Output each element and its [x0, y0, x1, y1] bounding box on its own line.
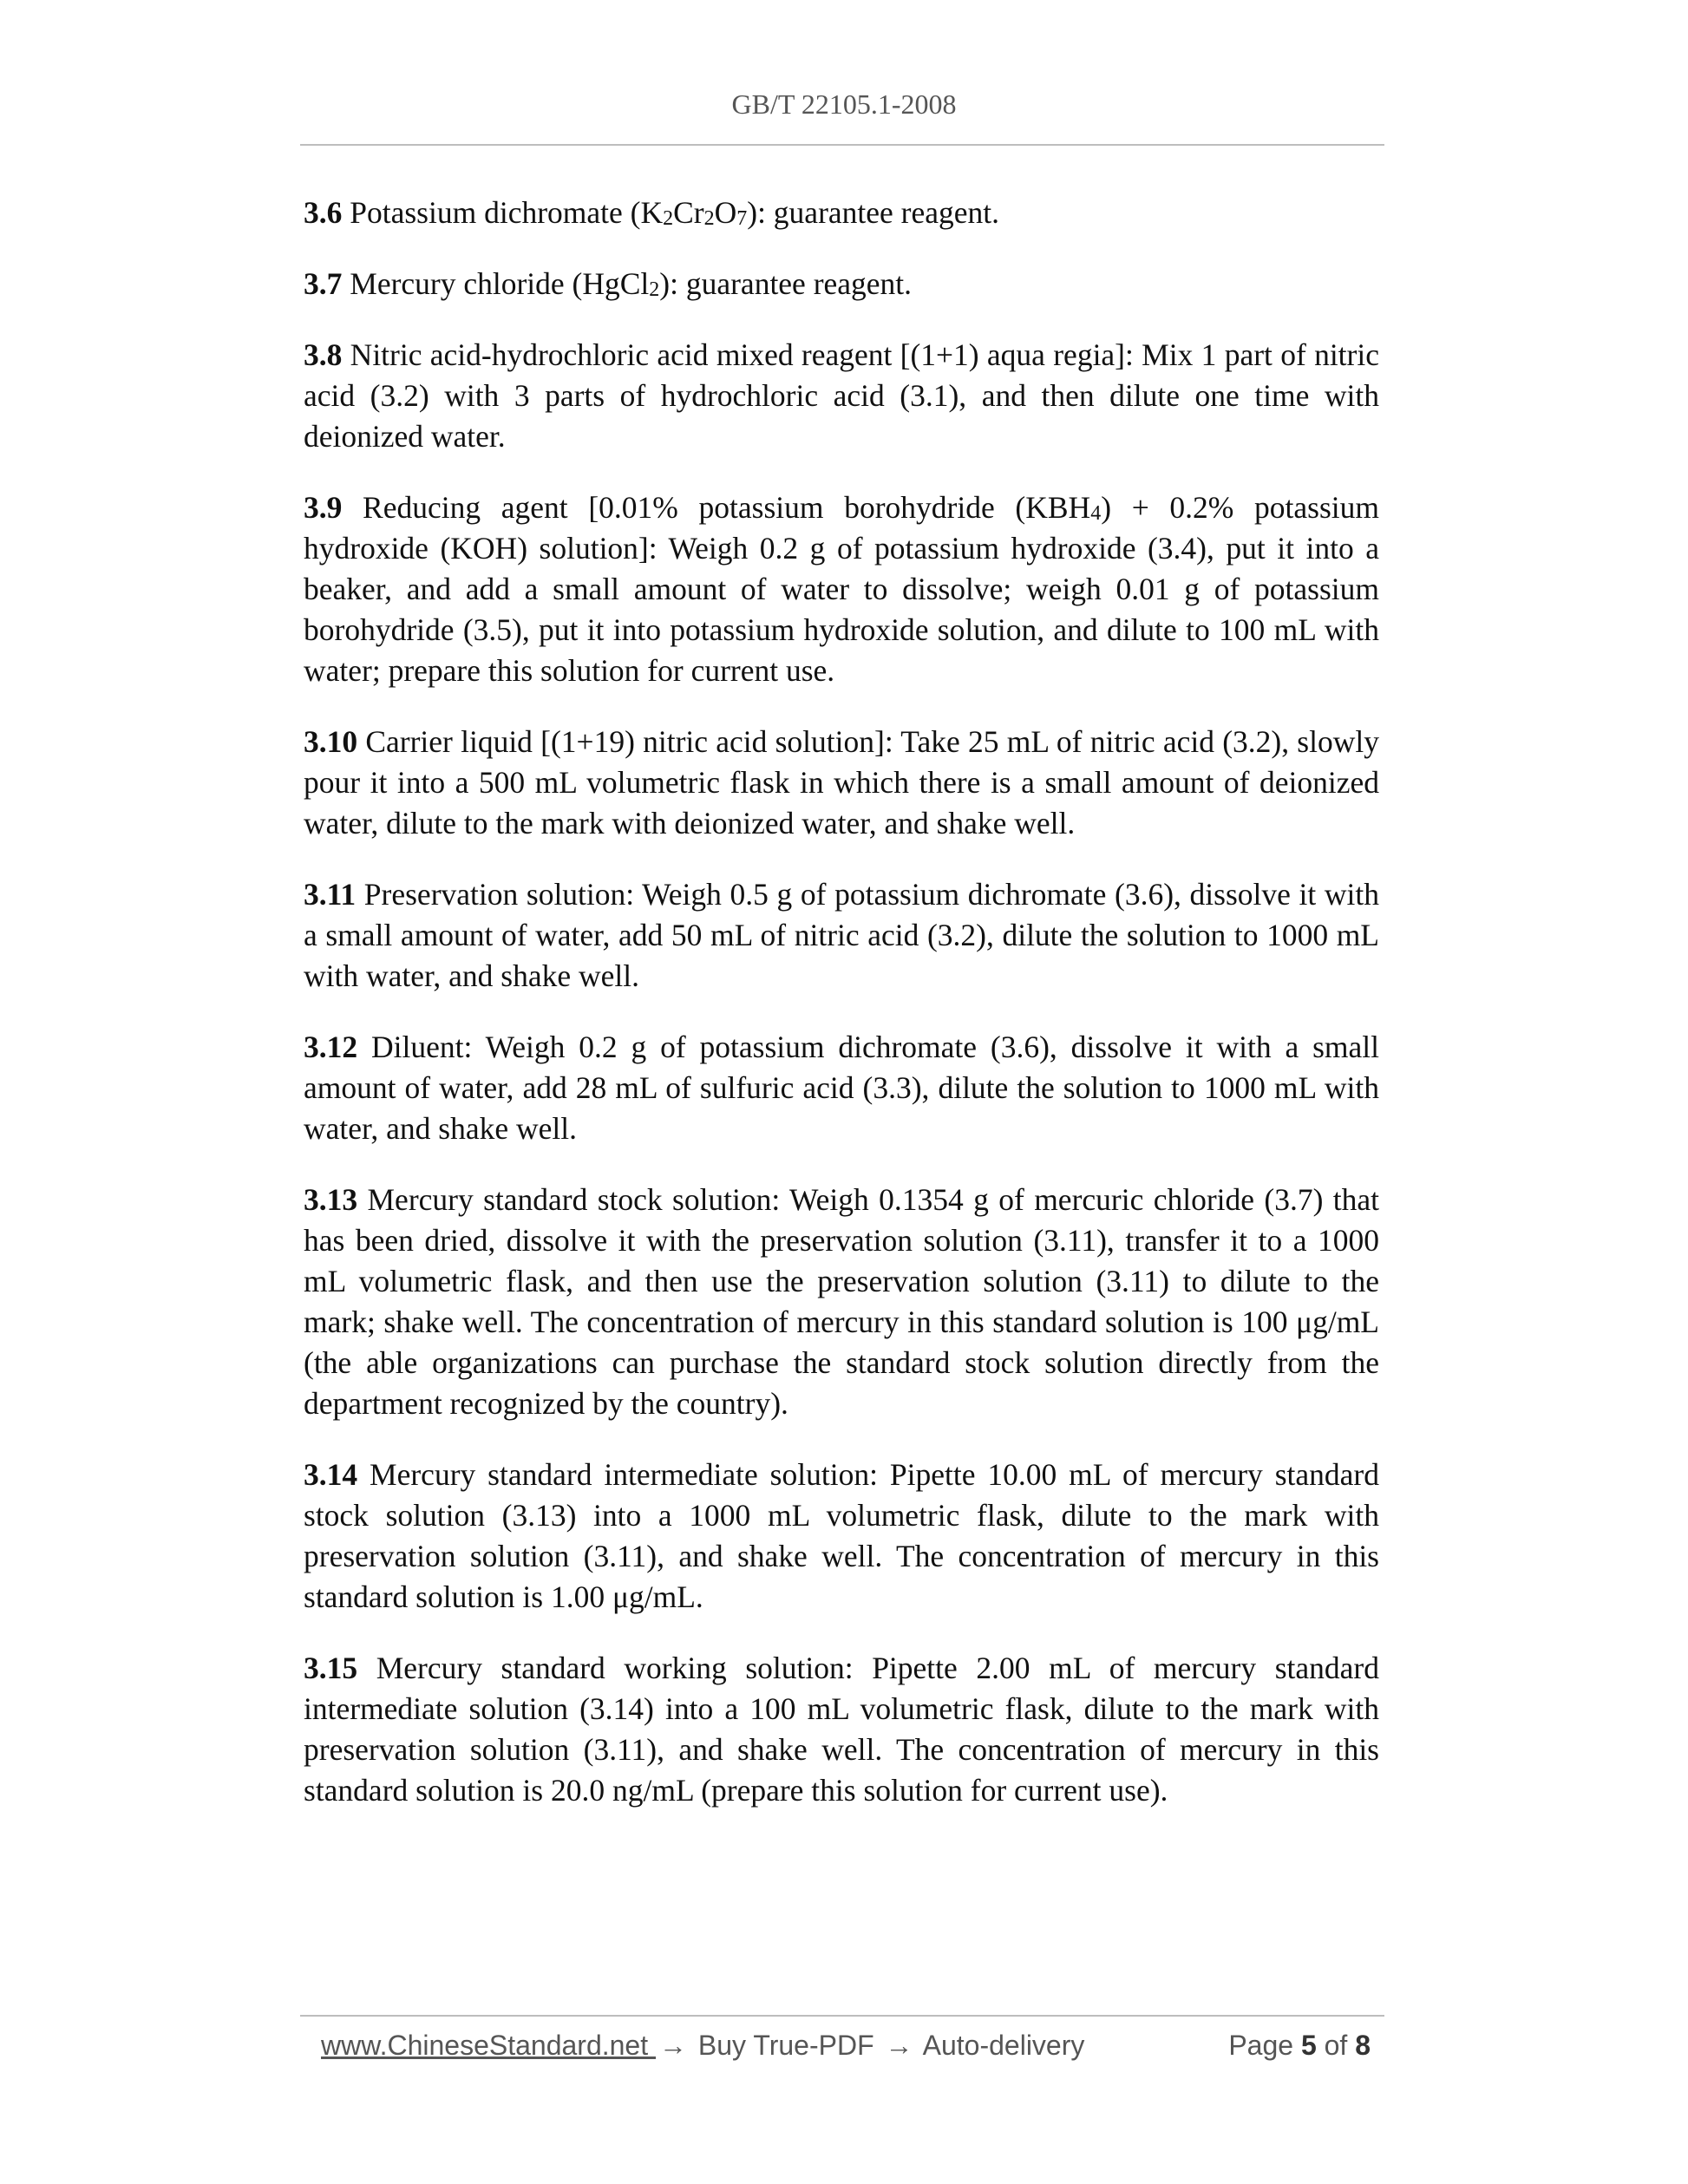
- clause-3-11: [304, 874, 1379, 997]
- buy-pdf-text: Buy True-PDF: [690, 2030, 882, 2061]
- clause-number: 3.11: [304, 877, 357, 912]
- clause-text: ): guarantee reagent.: [659, 266, 913, 301]
- page-footer: [321, 2030, 1371, 2068]
- clause-number: 3.14: [304, 1457, 358, 1492]
- page-total: 8: [1355, 2030, 1371, 2061]
- clause-3-6: [304, 193, 1379, 233]
- clause-3-8: [304, 335, 1379, 457]
- clause-number: 3.10: [304, 724, 358, 759]
- subscript: 4: [1090, 502, 1102, 525]
- clause-text: ): guarantee reagent.: [747, 195, 999, 230]
- page-number: [1228, 2030, 1371, 2062]
- clause-3-12: [304, 1027, 1379, 1149]
- document-header-title: GB/T 22105.1-2008: [731, 88, 957, 120]
- clause-3-9: [304, 487, 1379, 691]
- clause-number: 3.15: [304, 1651, 358, 1685]
- clause-3-7: [304, 264, 1379, 304]
- clause-text: Mercury standard stock solution: Weigh 0.1354 g of mercuric chloride (3.7) that has been dried, dissolve it with the preservation solution (3.11), transfer it to a 1000 mL volumetric flask, and then use the preservation solution (3.11) to dilute to the mark; shake well. The concentration of mercury in this standard solution is 100 μg/mL (the able organizations can purchase the standard stock solution directly from the department recognized by the country).: [304, 1182, 1379, 1421]
- clause-text: Mercury standard intermediate solution: Pipette 10.00 mL of mercury standard stock solution (3.13) into a 1000 mL volumetric flask, dilute to the mark with preservation solution (3.11), and shake well. The concentration of mercury in this standard solution is 1.00 μg/mL.: [304, 1457, 1379, 1614]
- clause-number: 3.13: [304, 1182, 358, 1217]
- clause-number: 3.8: [304, 337, 343, 372]
- subscript: 2: [649, 278, 660, 301]
- clause-text: Mercury standard working solution: Pipette 2.00 mL of mercury standard intermediate solution (3.14) into a 100 mL volumetric flask, dilute to the mark with preservation solution (3.11), and shake well. The concentration of mercury in this standard solution is 20.0 ng/mL (prepare this solution for current use).: [304, 1651, 1379, 1808]
- clause-number: 3.12: [304, 1030, 358, 1064]
- clause-3-13: [304, 1180, 1379, 1424]
- clause-3-14: [304, 1455, 1379, 1618]
- clause-text: Diluent: Weigh 0.2 g of potassium dichromate (3.6), dissolve it with a small amount of water, add 28 mL of sulfuric acid (3.3), dilute the solution to 1000 mL with water, and shake well.: [304, 1030, 1379, 1146]
- clause-text: O: [714, 195, 737, 230]
- subscript: 7: [736, 207, 748, 230]
- header-divider: [300, 144, 1384, 146]
- clause-text: Preservation solution: Weigh 0.5 g of potassium dichromate (3.6), dissolve it with a small amount of water, add 50 mL of nitric acid (3.2), dilute the solution to 1000 mL with water, and shake well.: [304, 877, 1379, 993]
- clause-text: Mercury chloride (HgCl: [342, 266, 650, 301]
- footer-divider: [300, 2015, 1384, 2017]
- clause-text: Carrier liquid [(1+19) nitric acid solution]: Take 25 mL of nitric acid (3.2), slowly pour it into a 500 mL volumetric flask in which there is a small amount of deionized water, dilute to the mark with deionized water, and shake well.: [304, 724, 1379, 840]
- auto-delivery-text: Auto-delivery: [916, 2030, 1085, 2061]
- clause-number: 3.6: [304, 195, 343, 230]
- clause-text: Nitric acid-hydrochloric acid mixed reagent [(1+1) aqua regia]: Mix 1 part of nitric acid (3.2) with 3 parts of hydrochloric acid (3.1), and then dilute one time with deionized water.: [304, 337, 1379, 454]
- arrow-right-icon: →: [885, 2030, 913, 2061]
- page-label: Page: [1228, 2030, 1301, 2061]
- clause-number: 3.7: [304, 266, 343, 301]
- footer-promo: [321, 2030, 1084, 2062]
- arrow-right-icon: →: [659, 2030, 687, 2061]
- document-body: [304, 193, 1379, 1841]
- page-current: 5: [1300, 2030, 1317, 2061]
- website-link[interactable]: www.ChineseStandard.net: [321, 2030, 656, 2061]
- subscript: 2: [663, 207, 674, 230]
- clause-3-10: [304, 722, 1379, 844]
- clause-text: Reducing agent [0.01% potassium borohydride (KBH: [342, 490, 1091, 525]
- clause-text: ) + 0.2% potassium hydroxide (KOH) solution]: Weigh 0.2 g of potassium hydroxide (3.4), put it into a beaker, and add a small amount of water to dissolve; weigh 0.01 g of potassium borohydride (3.5), put it into potassium hydroxide solution, and dilute to 100 mL with water; prepare this solution for current use.: [304, 490, 1379, 688]
- clause-text: Cr: [673, 195, 704, 230]
- clause-text: Potassium dichromate (K: [342, 195, 664, 230]
- page-of: of: [1316, 2030, 1356, 2061]
- subscript: 2: [703, 207, 715, 230]
- clause-number: 3.9: [304, 490, 343, 525]
- clause-3-15: [304, 1648, 1379, 1811]
